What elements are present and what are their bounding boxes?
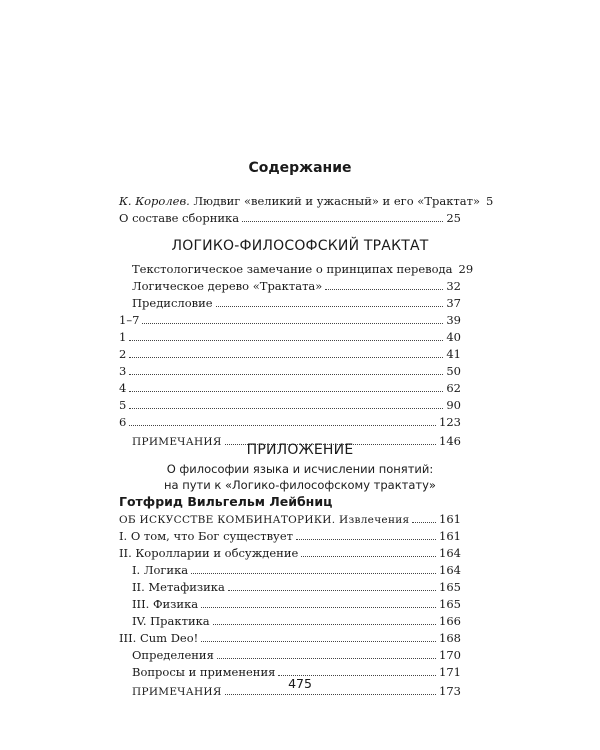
dot-leader xyxy=(129,413,436,426)
toc-entry: Предисловие 37 xyxy=(132,296,461,310)
dot-leader xyxy=(228,578,436,591)
dot-leader xyxy=(217,646,436,659)
dot-leader xyxy=(129,345,443,358)
dot-leader xyxy=(296,527,436,540)
page-title: Содержание xyxy=(248,160,352,176)
toc-entry: Текстологическое замечание о принципах перевода 29 xyxy=(132,262,474,276)
toc-entry: I. О том, что Бог существует 161 xyxy=(119,529,461,543)
appendix-subtitle-line1: О философии языка и исчислении понятий: xyxy=(166,462,434,476)
toc-entry: Логическое дерево «Трактата» 32 xyxy=(132,279,461,293)
dot-leader xyxy=(278,663,436,676)
appendix-author: Готфрид Вильгельм Лейбниц xyxy=(119,494,333,509)
toc-entry: II. Королларии и обсуждение 164 xyxy=(119,546,461,560)
toc-entry: 1 40 xyxy=(119,330,461,344)
appendix-subtitle-line2: на пути к «Логико-философскому трактату» xyxy=(164,478,436,492)
toc-entry: Определения 170 xyxy=(132,648,461,662)
dot-leader xyxy=(301,544,436,557)
toc-entry-korolev xyxy=(119,192,494,209)
entry-title: О составе сборника xyxy=(119,211,240,225)
dot-leader xyxy=(216,294,444,307)
entry-page: 5 xyxy=(486,194,494,208)
toc-entry: 5 90 xyxy=(119,398,461,412)
dot-leader xyxy=(129,379,443,392)
dot-leader xyxy=(142,311,443,324)
section-heading-appendix: ПРИЛОЖЕНИЕ xyxy=(246,442,354,458)
dot-leader xyxy=(129,362,443,375)
dot-leader xyxy=(213,612,436,625)
toc-entry-notes: ПРИМЕЧАНИЯ 146 xyxy=(132,434,461,448)
toc-entry: 3 50 xyxy=(119,364,461,378)
dot-leader xyxy=(201,595,436,608)
toc-entry-composition xyxy=(119,209,461,226)
toc-entry: 1–7 39 xyxy=(119,313,461,327)
dot-leader xyxy=(129,328,443,341)
toc-entry-notes: ПРИМЕЧАНИЯ 173 xyxy=(132,684,461,698)
page-number: 475 xyxy=(288,676,312,691)
toc-entry: 4 62 xyxy=(119,381,461,395)
toc-entry: II. Метафизика 165 xyxy=(132,580,461,594)
toc-entry: I. Логика 164 xyxy=(132,563,461,577)
section-heading-tractatus: ЛОГИКО-ФИЛОСОФСКИЙ ТРАКТАТ xyxy=(171,238,429,254)
entry-page: 25 xyxy=(446,211,461,225)
dot-leader xyxy=(242,209,443,222)
dot-leader xyxy=(325,277,443,290)
dot-leader xyxy=(191,561,436,574)
entry-author: К. Королев. xyxy=(119,194,190,208)
dot-leader xyxy=(201,629,436,642)
dot-leader xyxy=(129,396,443,409)
toc-entry: IV. Практика 166 xyxy=(132,614,461,628)
toc-entry: ОБ ИСКУССТВЕ КОМБИНАТОРИКИ. Извлечения 161 xyxy=(119,512,461,526)
toc-entry: III. Физика 165 xyxy=(132,597,461,611)
toc-entry: III. Cum Deo! 168 xyxy=(119,631,461,645)
toc-entry: Вопросы и применения 171 xyxy=(132,665,461,679)
toc-entry: 6 123 xyxy=(119,415,461,429)
entry-title: Людвиг «великий и ужасный» и его «Трактат» xyxy=(189,194,481,208)
toc-entry: 2 41 xyxy=(119,347,461,361)
dot-leader xyxy=(412,510,436,523)
